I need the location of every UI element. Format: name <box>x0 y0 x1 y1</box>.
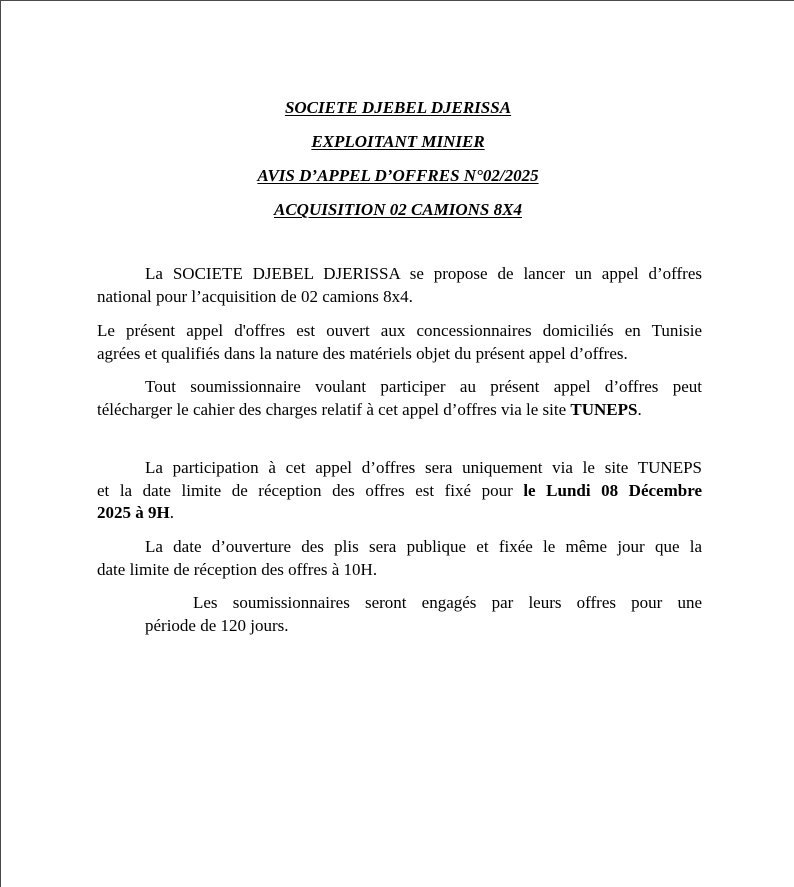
deadline-time: 2025 à 9H <box>97 503 170 522</box>
activity-title: EXPLOITANT MINIER <box>311 132 485 151</box>
tuneps-label: TUNEPS <box>570 399 638 419</box>
paragraph-line: national pour l’acquisition de 02 camions 8x4. <box>97 286 413 306</box>
paragraph-opening <box>97 536 702 581</box>
deadline-date: le Lundi 08 Décembre <box>523 480 702 500</box>
paragraph-participation <box>97 457 702 525</box>
paragraph-line: et la date limite de réception des offres est fixé pour le Lundi 08 Décembre <box>97 480 702 500</box>
paragraph-line: agrées et qualifiés dans la nature des matériels objet du présent appel d’offres. <box>97 343 628 363</box>
paragraph-line: télécharger le cahier des charges relatif à cet appel d’offres via le site TUNEPS. <box>97 399 642 419</box>
paragraph-line: 2025 à 9H. <box>97 503 174 522</box>
company-title: SOCIETE DJEBEL DJERISSA <box>284 98 512 117</box>
paragraph-eligibility <box>97 320 702 365</box>
paragraph-line: Les soumissionnaires seront engagés par leurs offres pour une <box>193 593 702 612</box>
paragraph-validity <box>145 592 702 637</box>
paragraph-line: La participation à cet appel d’offres sera uniquement via le site TUNEPS <box>145 458 702 477</box>
paragraph-line: Le présent appel d'offres est ouvert aux concessionnaires domiciliés en Tunisie <box>97 321 702 340</box>
notice-title: AVIS D’APPEL D’OFFRES N°02/2025 <box>257 166 539 185</box>
paragraph-intro <box>97 263 702 308</box>
paragraph-line: La date d’ouverture des plis sera publique et fixée le même jour que la <box>145 537 702 556</box>
paragraph-download <box>97 376 702 421</box>
paragraph-line: période de 120 jours. <box>145 615 289 635</box>
paragraph-line: date limite de réception des offres à 10H. <box>97 559 378 579</box>
paragraph-line: Tout soumissionnaire voulant participer au présent appel d’offres peut <box>145 377 702 396</box>
paragraph-line: La SOCIETE DJEBEL DJERISSA se propose de lancer un appel d’offres <box>145 264 702 283</box>
subject-title: ACQUISITION 02 CAMIONS 8X4 <box>274 200 522 219</box>
